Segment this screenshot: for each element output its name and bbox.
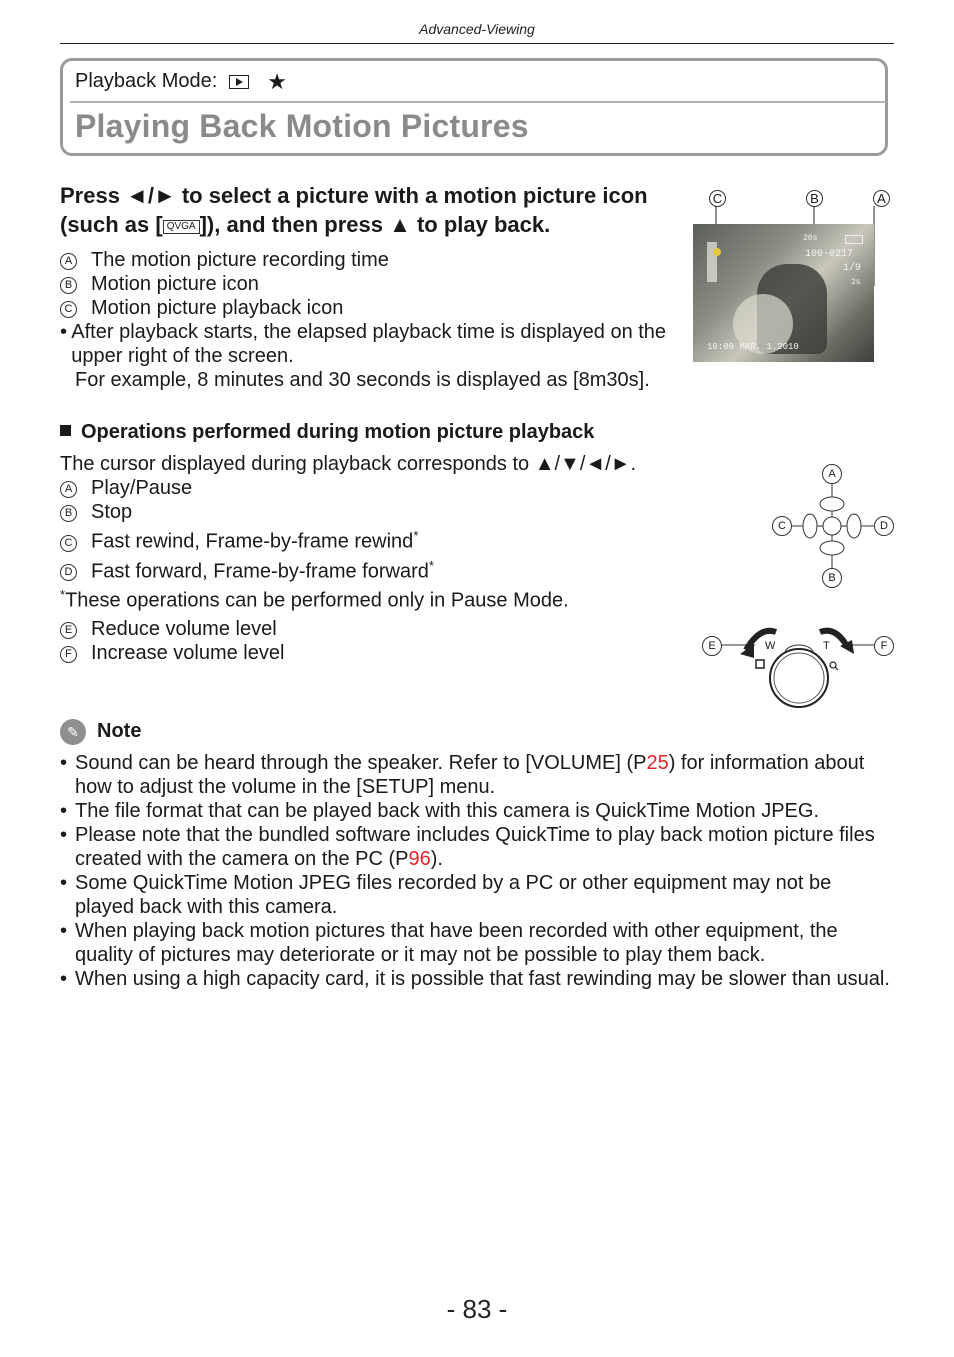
note-item <box>60 967 890 991</box>
shot-marker-c: C <box>709 190 726 207</box>
volume-text: Increase volume level <box>91 641 285 664</box>
marker-b: B <box>60 277 77 294</box>
note-text: When using a high capacity card, it is possible that fast rewinding may be slower than usual. <box>75 968 890 990</box>
footnote-mark: * <box>60 587 66 603</box>
annotation-item <box>60 296 700 320</box>
operation-text: Fast rewind, Frame-by-frame rewind <box>91 530 414 553</box>
marker-c: C <box>60 301 77 318</box>
marker-a: A <box>60 481 77 498</box>
bullet: • <box>60 824 68 846</box>
marker-e: E <box>60 622 77 639</box>
operation-text: Play/Pause <box>91 477 193 499</box>
volume-item <box>60 641 700 665</box>
marker-a: A <box>60 253 77 270</box>
shot-marker-b: B <box>806 190 823 207</box>
zoom-label-e: E <box>702 636 722 656</box>
asterisk: * <box>413 528 419 543</box>
bullet: • <box>60 968 68 990</box>
page-number: - 83 - <box>446 1294 508 1324</box>
note-text: Some QuickTime Motion JPEG files recorded by a PC or other equipment may not be played back with this camera. <box>75 872 832 918</box>
page-link-25[interactable]: 25 <box>646 752 669 774</box>
cursor-text: The cursor displayed during playback corresponds to ▲/▼/◄/►. <box>60 453 637 475</box>
playback-mode-line <box>75 70 287 93</box>
bullet: • <box>60 800 68 822</box>
page-link-96[interactable]: 96 <box>408 848 431 870</box>
annotation-item <box>60 272 700 296</box>
note-item <box>60 871 890 919</box>
asterisk: * <box>428 557 434 573</box>
operation-item <box>60 524 700 554</box>
instruction-part1: Press ◄/► to select a picture with a motion picture icon (such as [ <box>60 183 648 237</box>
pad-label-left: C <box>772 516 792 536</box>
cursor-pad-diagram <box>770 462 895 590</box>
qvga-icon: QVGA <box>163 220 200 234</box>
operations-heading-text: Operations performed during motion picture playback <box>81 421 595 443</box>
note-text: Please note that the bundled software includes QuickTime to play back motion picture files created with the camera on the PC (P <box>75 824 875 870</box>
zoom-lever-icon <box>700 620 896 710</box>
annotation-text: Motion picture icon <box>91 273 259 295</box>
operation-text: Fast forward, Frame-by-frame forward <box>91 560 429 583</box>
playback-bullet-line1: After playback starts, the elapsed playback time is displayed on the upper right of the screen. <box>71 321 667 367</box>
volume-text: Reduce volume level <box>91 617 277 640</box>
file-number: 100-0217 <box>805 249 854 260</box>
annotation-text: The motion picture recording time <box>91 249 389 271</box>
note-text: ) for information about how to adjust the volume in the [SETUP] menu. <box>75 752 865 798</box>
volume-item <box>60 617 700 641</box>
note-title: Note <box>97 720 142 742</box>
date-stamp: 10:00 MAR. 1.2010 <box>707 342 799 352</box>
elapsed-time: 2s <box>851 278 861 287</box>
marker-b: B <box>60 505 77 522</box>
playback-bullet-line2: For example, 8 minutes and 30 seconds is displayed as [8m30s]. <box>75 369 650 391</box>
play-mode-icon <box>229 75 249 89</box>
pad-label-right: D <box>874 516 894 536</box>
operations-list <box>60 452 700 665</box>
note-item <box>60 919 890 967</box>
note-pencil-icon: ✎ <box>60 719 86 745</box>
bullet: • <box>60 752 68 774</box>
operation-item <box>60 500 700 524</box>
motion-picture-icon <box>713 248 721 256</box>
operation-text: Stop <box>91 501 133 523</box>
title-divider <box>70 101 886 103</box>
marker-f: F <box>60 646 77 663</box>
pad-label-up: A <box>822 464 842 484</box>
square-bullet-icon <box>60 425 71 436</box>
note-item <box>60 823 890 871</box>
instruction-text <box>60 181 680 239</box>
operation-item <box>60 554 700 584</box>
page-title: Playing Back Motion Pictures <box>75 108 529 144</box>
section-label: Advanced-Viewing <box>419 21 535 37</box>
zoom-t-label: T <box>823 640 830 652</box>
annotation-list <box>60 248 700 320</box>
note-text: Sound can be heard through the speaker. Refer to [VOLUME] (P <box>75 752 647 774</box>
note-text: ). <box>430 848 443 870</box>
favorite-star-icon: ★ <box>267 68 288 94</box>
note-item <box>60 751 890 799</box>
pad-label-down: B <box>822 568 842 588</box>
instruction-part2: ]), and then press ▲ to play back. <box>199 212 551 237</box>
note-text: The file format that can be played back with this camera is QuickTime Motion JPEG. <box>75 800 820 822</box>
operation-item <box>60 476 700 500</box>
footnote <box>60 583 700 613</box>
zoom-lever-diagram <box>700 620 896 710</box>
picture-count: 1/9 <box>843 263 862 274</box>
playback-bullet <box>60 320 690 392</box>
zoom-w-label: W <box>765 640 776 652</box>
note-text: When playing back motion pictures that have been recorded with other equipment, the quality of pictures may deteriorate or it may not be possible to play them back. <box>75 920 838 966</box>
note-item <box>60 799 890 823</box>
annotation-text: Motion picture playback icon <box>91 297 344 319</box>
footnote-text: These operations can be performed only in Pause Mode. <box>65 589 569 612</box>
operations-heading <box>60 421 594 444</box>
note-list <box>60 751 890 991</box>
bullet: • <box>60 920 68 942</box>
recording-time: 20s <box>803 234 818 243</box>
playback-mode-label: Playback Mode: <box>75 70 218 92</box>
motion-picture-screen <box>693 224 874 362</box>
bullet: • <box>60 321 68 343</box>
bullet: • <box>60 872 68 894</box>
shot-marker-a: A <box>873 190 890 207</box>
annotation-item <box>60 248 700 272</box>
marker-c: C <box>60 535 77 552</box>
battery-icon <box>845 235 863 244</box>
zoom-label-f: F <box>874 636 894 656</box>
header-rule <box>60 43 894 44</box>
marker-d: D <box>60 564 77 581</box>
